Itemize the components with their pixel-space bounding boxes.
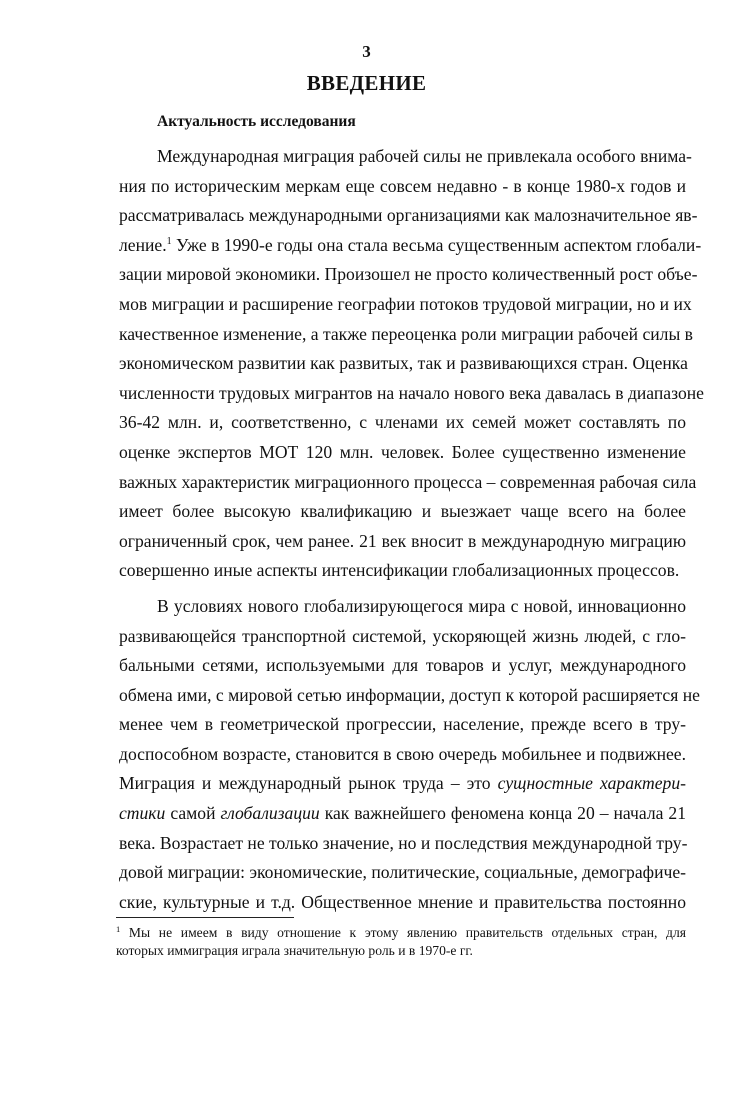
text-line: менее чем в геометрической прогрессии, население, прежде всего в тру- [119,714,686,735]
text-fragment: Миграция и международный рынок труда – это [119,773,498,794]
footnote-marker: 1 [116,924,121,934]
text-line: рассматривалась международными организациями как малозначительное яв- [119,205,698,226]
page-number: 3 [362,42,371,61]
text-fragment: как важнейшего феномена конца 20 – начала 21 [319,803,686,824]
text-line-with-italic [119,799,686,829]
italic-emphasis: глобализации [220,803,320,824]
text-line: мов миграции и расширение географии потоков трудовой миграции, но и их [119,293,692,314]
text-line: В условиях нового глобализирующегося мира с новой, инновационно [157,595,686,616]
italic-emphasis: стики [119,803,166,824]
text-fragment: Мы не имеем в виду отношение к этому явлению правительств отдельных стран, для [120,925,686,940]
text-line: обмена ими, с мировой сетью информации, доступ к которой расширяется не [119,684,700,705]
text-line: ния по историческим меркам еще совсем недавно - в конце 1980-х годов и [119,175,686,196]
italic-emphasis: сущностные характери- [497,773,686,794]
text-line: довой миграции: экономические, политические, социальные, демографиче- [119,862,686,883]
text-line-with-footnote [119,231,702,261]
text-line: важных характеристик миграционного процесса – современная рабочая сила [119,471,697,492]
chapter-title: ВВЕДЕНИЕ [306,71,427,95]
text-line: развивающейся транспортной системой, ускоряющей жизнь людей, с гло- [119,625,686,646]
text-line: экономическом развитии как развитых, так и развивающихся стран. Оценка [119,353,688,374]
text-line: оценке экспертов МОТ 120 млн. человек. Более существенно изменение [119,441,686,462]
text-line: 36-42 млн. и, соответственно, с членами их семей может составлять по [119,412,686,433]
text-fragment: Уже в 1990-е годы она стала весьма существенным аспектом глобали- [171,234,702,255]
text-line: имеет более высокую квалификацию и выезжает чаще всего на более [119,501,686,522]
text-fragment: ление. [119,234,167,255]
text-line: бальными сетями, используемыми для товаров и услуг, международного [119,655,686,676]
text-line: численности трудовых мигрантов на начало нового века давалась в диапазоне [119,382,704,403]
footnote-line: которых иммиграция играла значительную роль и в 1970-е гг. [116,943,473,958]
text-line: совершенно иные аспекты интенсификации глобализационных процессов. [119,560,680,581]
text-line: века. Возрастает не только значение, но и последствия международной тру- [119,832,688,853]
text-line: зации мировой экономики. Произошел не просто количественный рост объе- [119,264,698,285]
footnote-reference[interactable]: 1 [166,235,172,247]
footnote-separator [116,917,294,918]
text-line: ские, культурные и т.д. Общественное мнение и правительства постоянно [119,891,686,912]
text-line-with-italic [119,769,686,799]
text-line: ограниченный срок, чем ранее. 21 век вносит в международную миграцию [119,530,686,551]
text-line: доспособном возрасте, становится в свою очередь мобильнее и подвижнее. [119,743,686,764]
text-line: качественное изменение, а также переоценка роли миграции рабочей силы в [119,323,693,344]
footnote-line [116,924,686,942]
footnote [116,924,686,960]
section-heading: Актуальность исследования [157,113,356,130]
body-text [119,142,704,917]
text-line: Международная миграция рабочей силы не привлекала особого внима- [157,146,692,166]
text-fragment: самой [165,803,221,824]
